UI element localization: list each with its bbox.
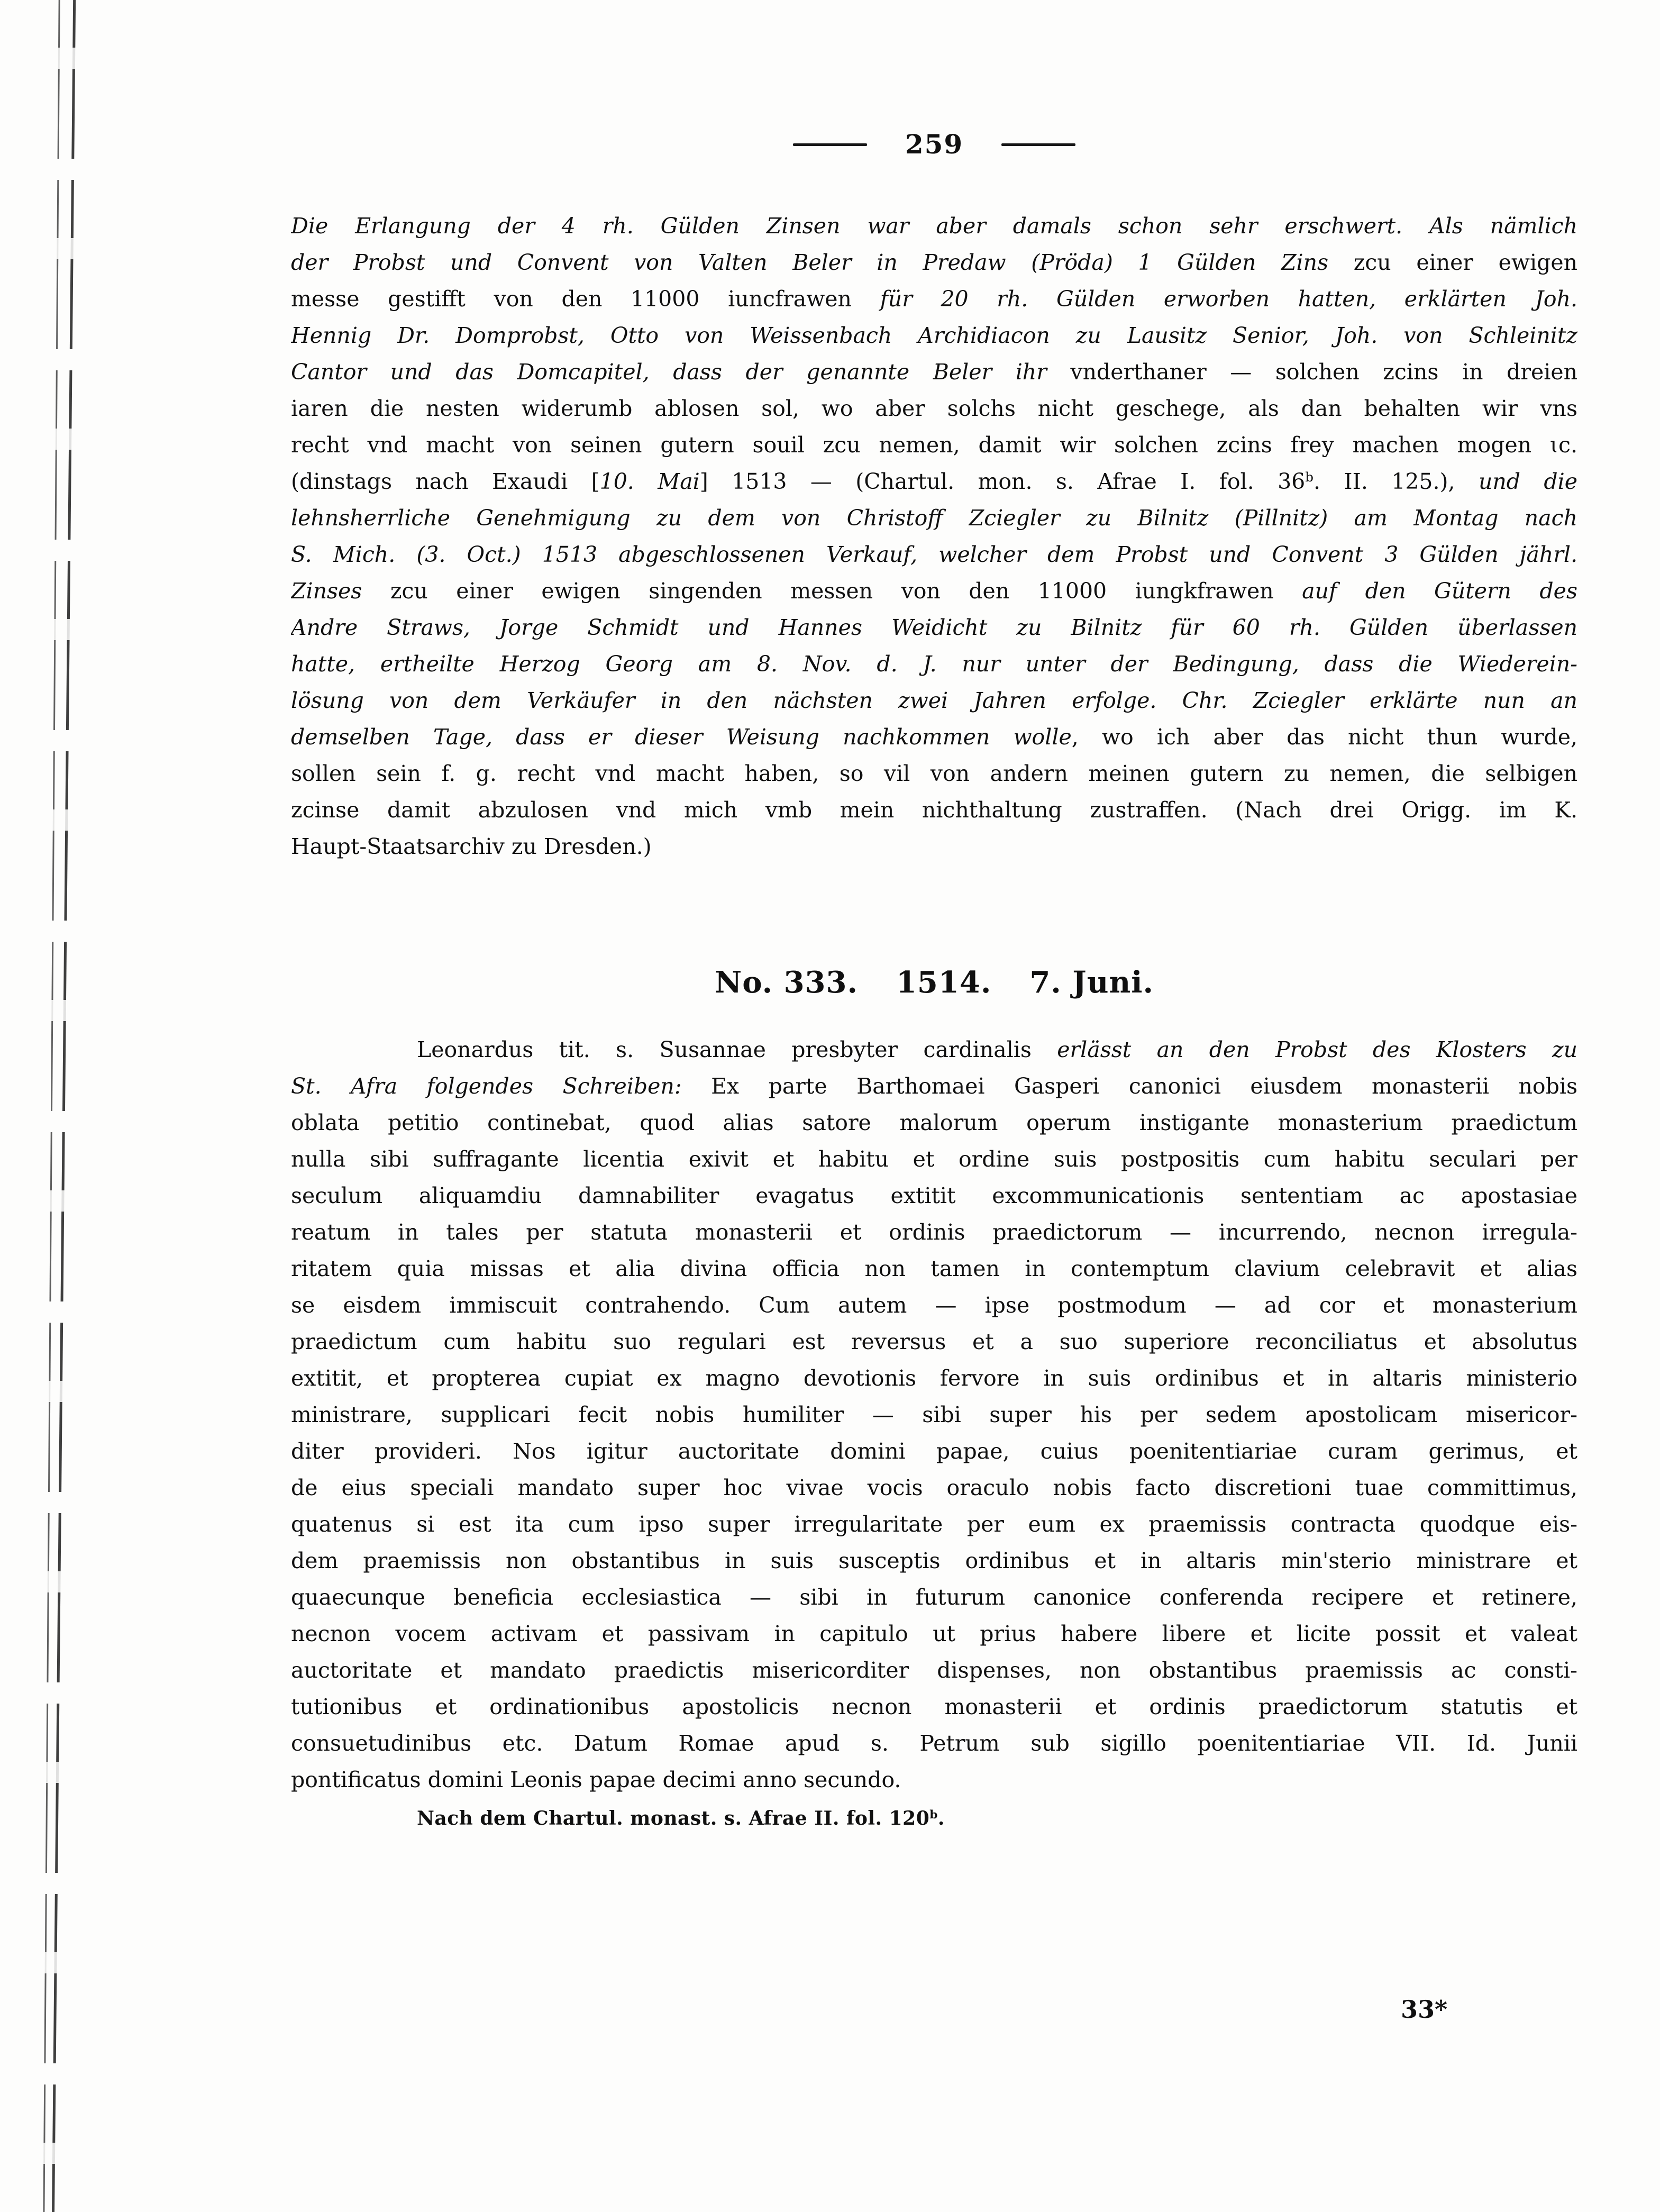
text-line: consuetudinibus etc. Datum Romae apud s. Petrum sub sigillo poenitentiariae VII. Id. Junii bbox=[291, 1731, 1577, 1756]
text-line: Leonardus tit. s. Susannae presbyter cardinalis erlässt an den Probst des Klosters zu bbox=[417, 1037, 1577, 1062]
text-line: auctoritate et mandato praedictis misericorditer dispenses, non obstantibus praemissis ac consti- bbox=[291, 1658, 1577, 1683]
signature-mark: 33* bbox=[1401, 1995, 1448, 2024]
text-line: seculum aliquamdiu damnabiliter evagatus extitit excommunicationis sententiam ac apostasiae bbox=[291, 1183, 1577, 1208]
text-line: nulla sibi suffragante licentia exivit et habitu et ordine suis postpositis cum habitu seculari per bbox=[291, 1146, 1577, 1172]
scan-artifact-line bbox=[52, 0, 76, 2212]
text-line: sollen sein f. g. recht vnd macht haben, so vil von andern meinen gutern zu nemen, die selbigen bbox=[291, 761, 1577, 786]
page-header bbox=[291, 131, 1577, 158]
text-line: iaren die nesten widerumb ablosen sol, wo aber solchs nicht geschege, als dan behalten wir vns bbox=[291, 396, 1577, 421]
text-line: recht vnd macht von seinen gutern souil zcu nemen, damit wir solchen zcins frey machen mogen ɩc. bbox=[291, 432, 1577, 458]
text-line: Haupt-Staatsarchiv zu Dresden.) bbox=[291, 834, 652, 859]
text-line: Andre Straws, Jorge Schmidt und Hannes Weidicht zu Bilnitz für 60 rh. Gülden überlassen bbox=[291, 615, 1577, 640]
text-line: ritatem quia missas et alia divina officia non tamen in contemptum clavium celebravit et alias bbox=[291, 1256, 1577, 1281]
text-line: dem praemissis non obstantibus in suis susceptis ordinibus et in altaris min'sterio ministrare et bbox=[291, 1548, 1577, 1573]
text-line: ministrare, supplicari fecit nobis humiliter — sibi super his per sedem apostolicam misericor- bbox=[291, 1402, 1577, 1427]
text-line: reatum in tales per statuta monasterii et ordinis praedictorum — incurrendo, necnon irregula- bbox=[291, 1219, 1577, 1245]
text-line: quaecunque beneficia ecclesiastica — sibi in futurum canonice conferenda recipere et retinere, bbox=[291, 1585, 1577, 1610]
text-line: messe gestifft von den 11000 iuncfrawen für 20 rh. Gülden erworben hatten, erklärten Joh. bbox=[291, 286, 1577, 312]
entry-number: No. 333. bbox=[715, 965, 858, 1000]
entry-date: 7. Juni. bbox=[1029, 965, 1154, 1000]
text-line: extitit, et propterea cupiat ex magno devotionis fervore in suis ordinibus et in altaris ministerio bbox=[291, 1366, 1577, 1391]
letter-paragraph-entry-333 bbox=[291, 1032, 1577, 1798]
text-line: necnon vocem activam et passivam in capitulo ut prius habere libere et licite possit et valeat bbox=[291, 1621, 1577, 1646]
text-line: St. Afra folgendes Schreiben: Ex parte Barthomaei Gasperi canonici eiusdem monasterii nobis bbox=[291, 1073, 1577, 1099]
text-line: quatenus si est ita cum ipso super irregularitate per eum ex praemissis contracta quodque eis- bbox=[291, 1512, 1577, 1537]
commentary-paragraph-entry-332 bbox=[291, 208, 1577, 865]
text-line: der Probst und Convent von Valten Beler in Predaw (Pröda) 1 Gülden Zins zcu einer ewigen bbox=[291, 250, 1577, 275]
folio-rule-left bbox=[793, 143, 867, 146]
text-line: demselben Tage, dass er dieser Weisung nachkommen wolle, wo ich aber das nicht thun wurde, bbox=[291, 724, 1577, 750]
source-footnote bbox=[417, 1805, 1577, 1832]
page-number: 259 bbox=[905, 129, 964, 160]
entry-heading bbox=[291, 964, 1577, 1001]
text-line: (dinstags nach Exaudi [10. Mai] 1513 — (Chartul. mon. s. Afrae I. fol. 36$^b$. II. 125.), und die bbox=[291, 469, 1577, 494]
text-line: S. Mich. (3. Oct.) 1513 abgeschlossenen Verkauf, welcher dem Probst und Convent 3 Gülden jährl. bbox=[291, 542, 1577, 567]
text-line: diter provideri. Nos igitur auctoritate domini papae, cuius poenitentiariae curam gerimus, et bbox=[291, 1439, 1577, 1464]
text-line: Die Erlangung der 4 rh. Gülden Zinsen war aber damals schon sehr erschwert. Als nämlich bbox=[291, 213, 1577, 239]
text-line: lösung von dem Verkäufer in den nächsten zwei Jahren erfolge. Chr. Zciegler erklärte nun an bbox=[291, 688, 1577, 713]
text-line: zcinse damit abzulosen vnd mich vmb mein nichthaltung zustraffen. (Nach drei Origg. im K. bbox=[291, 797, 1577, 823]
text-line: se eisdem immiscuit contrahendo. Cum autem — ipse postmodum — ad cor et monasterium bbox=[291, 1292, 1577, 1318]
text-line: Cantor und das Domcapitel, dass der genannte Beler ihr vnderthaner — solchen zcins in dreien bbox=[291, 359, 1577, 385]
entry-year: 1514. bbox=[896, 965, 992, 1000]
text-line: lehnsherrliche Genehmigung zu dem von Christoff Zciegler zu Bilnitz (Pillnitz) am Montag nach bbox=[291, 505, 1577, 531]
text-line: de eius speciali mandato super hoc vivae vocis oraculo nobis facto discretioni tuae committimus, bbox=[291, 1475, 1577, 1500]
text-line: pontificatus domini Leonis papae decimi anno secundo. bbox=[291, 1767, 901, 1792]
text-line: Zinses zcu einer ewigen singenden messen von den 11000 iungkfrawen auf den Gütern des bbox=[291, 578, 1577, 604]
folio-rule-right bbox=[1001, 143, 1075, 146]
text-line: oblata petitio continebat, quod alias satore malorum operum instigante monasterium praedictum bbox=[291, 1110, 1577, 1135]
text-line: hatte, ertheilte Herzog Georg am 8. Nov. d. J. nur unter der Bedingung, dass die Wiederein- bbox=[291, 651, 1577, 677]
text-line: tutionibus et ordinationibus apostolicis necnon monasterii et ordinis praedictorum statutis et bbox=[291, 1694, 1577, 1719]
text-line: Nach dem Chartul. monast. s. Afrae II. fol. 120$^b$. bbox=[417, 1807, 945, 1829]
text-line: praedictum cum habitu suo regulari est reversus et a suo superiore reconciliatus et absolutus bbox=[291, 1329, 1577, 1354]
text-line: Hennig Dr. Domprobst, Otto von Weissenbach Archidiacon zu Lausitz Senior, Joh. von Schleinitz bbox=[291, 323, 1577, 348]
